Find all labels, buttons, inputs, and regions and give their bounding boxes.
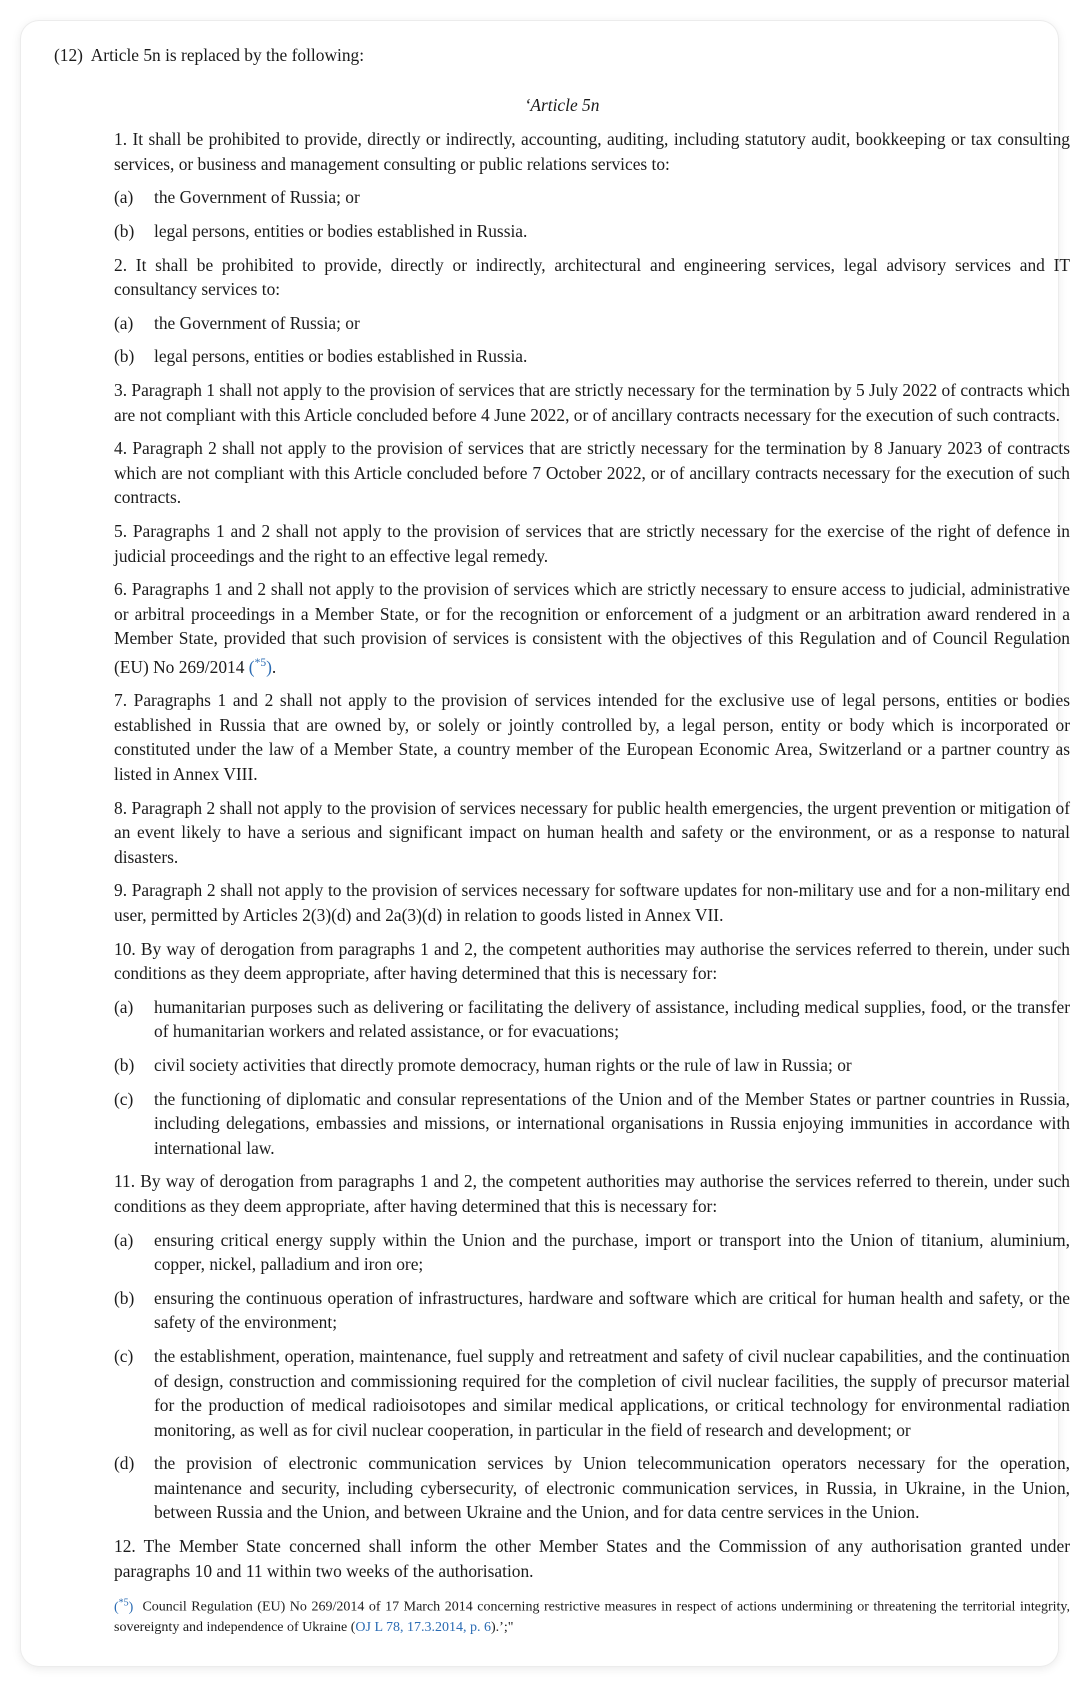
document-content (54, 43, 1070, 1638)
list-item (114, 219, 1070, 244)
list-item (114, 1053, 1070, 1078)
list-item-label: (c) (114, 1088, 134, 1109)
list-item-label: (b) (114, 1054, 135, 1075)
list-item (114, 311, 1070, 336)
footnote-tail: ).’;" (491, 1619, 514, 1635)
list-item-text: the Government of Russia; or (154, 187, 360, 208)
footnote-text: Council Regulation (EU) No 269/2014 of 17 March 2014 concerning restrictive measures in respect of actions undermining or threatening the territorial integrity, sovereignty and independence of Ukraine ( (114, 1599, 1071, 1635)
paragraph-10: 10. By way of derogation from paragraphs 1 and 2, the competent authorities may authorise the services referred to therein, under such conditions as they deem appropriate, after having determined that this is necessary for: (114, 938, 1070, 984)
list-item (114, 1087, 1070, 1161)
list-item-text: humanitarian purposes such as delivering or facilitating the delivery of assistance, including medical supplies, food, or the transfer of humanitarian workers and related assistance, or for evacuations; (154, 996, 1070, 1042)
list-item-label: (a) (114, 996, 134, 1017)
paragraph-11: 11. By way of derogation from paragraphs 1 and 2, the competent authorities may authorise the services referred to therein, under such conditions as they deem appropriate, after having determined that this is necessary for: (114, 1171, 1070, 1216)
list-item-text: legal persons, entities or bodies established in Russia. (154, 220, 528, 241)
list-item (114, 995, 1070, 1044)
list-item-text: ensuring critical energy supply within the Union and the purchase, import or transport into the Union of titanium, aluminium, copper, nickel, palladium and iron ore; (154, 1229, 1070, 1275)
list-item-label: (a) (114, 187, 134, 208)
list-item-text: ensuring the continuous operation of infrastructures, hardware and software which are critical for human health and safety, or the safety of the environment; (154, 1287, 1070, 1333)
list-item-label: (b) (114, 346, 135, 367)
paragraph-3: 3. Paragraph 1 shall not apply to the provision of services that are strictly necessary for the termination by 5 July 2022 of contracts which are not compliant with this Article concluded before 4 June 2022, or of ancillary contracts necessary for the execution of such contracts. (114, 379, 1070, 425)
list-item-label: (b) (114, 220, 135, 241)
list-item (114, 1228, 1070, 1277)
amendment-text: Article 5n is replaced by the following: (90, 45, 365, 65)
paragraph-2: 2. It shall be prohibited to provide, directly or indirectly, architectural and engineering services, legal advisory services and IT consultancy services to: (114, 254, 1070, 300)
amendment-heading (54, 43, 1070, 68)
list-item-label: (c) (114, 1345, 134, 1366)
amendment-number: (12) (54, 45, 83, 65)
paragraph-12: 12. The Member State concerned shall inform the other Member States and the Commission of any authorisation granted under paragraphs 10 and 11 within two weeks of the authorisation. (114, 1536, 1070, 1581)
list-item-text: legal persons, entities or bodies established in Russia. (154, 346, 528, 367)
list-item-text: the establishment, operation, maintenance, fuel supply and retreatment and safety of civil nuclear capabilities, and the continuation of design, construction and commissioning required for the completion of civil nuclear facilities, the supply of precursor material for the production of medical radioisotopes and similar medical applications, or critical technology for environmental radiation monitoring, as well as for civil nuclear cooperation, in particular in the field of research and development; or (154, 1345, 1070, 1440)
list-item (114, 185, 1070, 210)
article-title: ‘Article 5n (524, 94, 600, 115)
list-item-label: (a) (114, 312, 134, 333)
list-item (114, 1451, 1070, 1525)
paragraph-1: 1. It shall be prohibited to provide, directly or indirectly, accounting, auditing, including statutory audit, bookkeeping or tax consulting services, or business and management consulting or public relations services to: (114, 129, 1070, 174)
list-item (114, 344, 1070, 369)
paragraph-6-text: 6. Paragraphs 1 and 2 shall not apply to the provision of services which are strictly necessary to ensure access to judicial, administrative or arbitral proceedings in a Member State, or for the recognition or enforcement of a judgment or an arbitration award rendered in a Member State, provided that such provision of services is consistent with the objectives of this Regulation and of Council Regulation (EU) No 269/2014 (114, 579, 1070, 677)
official-journal-link[interactable]: OJ L 78, 17.3.2014, p. 6 (355, 1619, 491, 1635)
document-card (21, 21, 1071, 1666)
paragraph-5: 5. Paragraphs 1 and 2 shall not apply to the provision of services that are strictly necessary for the exercise of the right of defence in judicial proceedings and the right to an effective legal remedy. (114, 520, 1070, 566)
footnote-marker-link[interactable]: ($^{*5}$) (114, 1597, 134, 1615)
list-item-text: the provision of electronic communication services by Union telecommunication operators necessary for the operation, maintenance and security, including cybersecurity, of electronic communication services, in Russia, in Ukraine, in the Union, between Russia and the Union, and between Ukraine and the Union, and for data centre services in the Union. (154, 1453, 1070, 1523)
list-item-label: (a) (114, 1229, 134, 1250)
paragraph-7: 7. Paragraphs 1 and 2 shall not apply to the provision of services intended for the exclusive use of legal persons, entities or bodies established in Russia that are owned by, or solely or jointly controlled by, a legal person, entity or body which is incorporated or constituted under the law of a Member State, a country member of the European Economic Area, Switzerland or a partner country as listed in Annex VIII. (114, 690, 1070, 785)
list-item (114, 1344, 1070, 1442)
footnote-reference-link[interactable]: ($^{*5}$) (248, 656, 272, 677)
list-item (114, 1286, 1070, 1335)
paragraph-4: 4. Paragraph 2 shall not apply to the provision of services that are strictly necessary for the termination by 8 January 2023 of contracts which are not compliant with this Article concluded before 7 October 2022, or of ancillary contracts necessary for the execution of such contracts. (114, 438, 1070, 508)
list-item-text: the Government of Russia; or (154, 312, 360, 333)
list-item-text: the functioning of diplomatic and consular representations of the Union and of the Member States or partner countries in Russia, including delegations, embassies and missions, or international organisations in Russia enjoying immunities in accordance with international law. (154, 1088, 1070, 1158)
list-item-label: (b) (114, 1287, 135, 1308)
paragraph-8: 8. Paragraph 2 shall not apply to the provision of services necessary for public health emergencies, the urgent prevention or mitigation of an event likely to have a serious and significant impact on human health and safety or the environment, or as a response to natural disasters. (114, 797, 1070, 867)
list-item-text: civil society activities that directly promote democracy, human rights or the rule of law in Russia; or (154, 1054, 852, 1075)
footnote (114, 1593, 1070, 1638)
paragraph-6: 6. Paragraphs 1 and 2 shall not apply to the provision of services which are strictly necessary to ensure access to judicial, administrative or arbitral proceedings in a Member State, or for the recognition or enforcement of a judgment or an arbitration award rendered in a Member State, provided that such provision of services is consistent with the objectives of this Regulation and of Council Regulation (EU) No 269/2014 ($^{*5}$). (114, 579, 1070, 677)
list-item-label: (d) (114, 1453, 135, 1474)
paragraph-9: 9. Paragraph 2 shall not apply to the provision of services necessary for software updates for non-military use and for a non-military end user, permitted by Articles 2(3)(d) and 2a(3)(d) in relation to goods listed in Annex VII. (114, 880, 1070, 926)
